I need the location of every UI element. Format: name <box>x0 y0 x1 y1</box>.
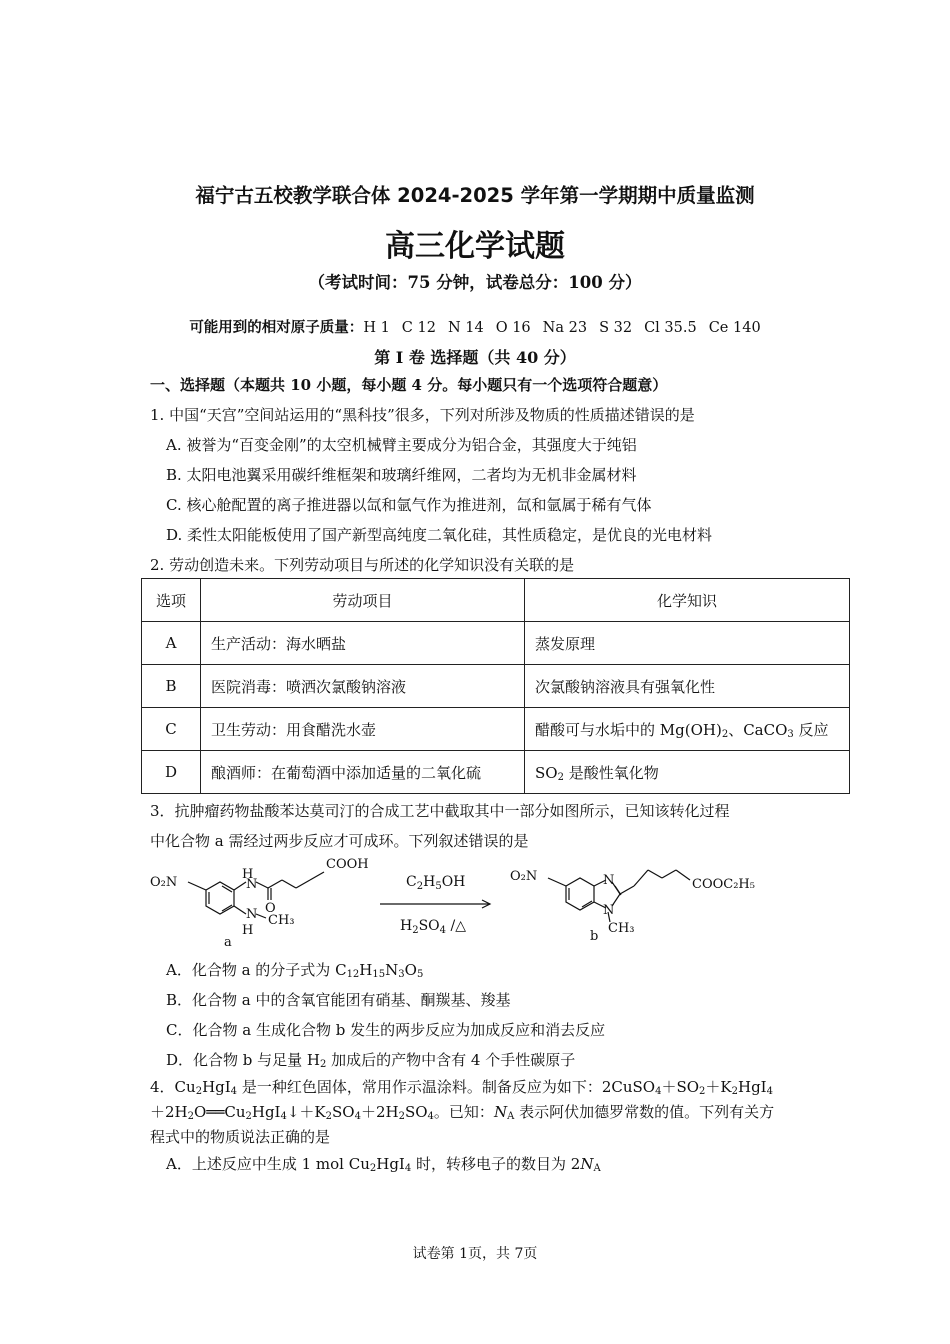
subscript: 4 <box>354 1111 361 1122</box>
compound-b-ch3: CH₃ <box>608 921 635 936</box>
subscript: 2 <box>320 1059 327 1070</box>
option-text: HgI <box>376 1155 405 1173</box>
question-4-line2 <box>150 1101 774 1122</box>
compound-a-no2: O₂N <box>150 875 178 890</box>
subscript: 4 <box>655 1086 662 1097</box>
table-cell-labor: 生产活动：海水晒盐 <box>201 622 525 665</box>
q4-text: HgI <box>202 1078 231 1096</box>
compound-b-ring <box>566 878 594 910</box>
atomic-masses-label: 可能用到的相对原子质量： <box>189 319 364 336</box>
knowledge-text: 反应 <box>793 720 829 739</box>
compound-a-bond <box>234 906 246 914</box>
q4-text: ＋SO <box>661 1078 700 1096</box>
compound-a-bond <box>282 880 296 888</box>
table-cell-labor: 酿酒师：在葡萄酒中添加适量的二氧化硫 <box>201 751 525 794</box>
option-text: N <box>580 1155 594 1173</box>
compound-b-bond <box>620 886 634 894</box>
compound-a-ring <box>206 882 234 914</box>
subscript: 2 <box>325 1111 333 1122</box>
compound-b-bond <box>648 870 662 878</box>
q4-text: O══Cu <box>194 1103 246 1121</box>
question-4-option-a <box>166 1153 601 1174</box>
option-text: 时，转移电子的数目为 2 <box>411 1155 581 1173</box>
section-title: 一、选择题（本题共 10 小题，每小题 4 分。每小题只有一个选项符合题意） <box>150 376 668 394</box>
subscript: 2 <box>245 1111 252 1122</box>
q4-text: HgI <box>251 1103 281 1121</box>
q4-text: 表示阿伏加德罗常数的值。下列有关方 <box>514 1103 775 1121</box>
table-header: 化学知识 <box>525 579 850 622</box>
atomic-masses <box>0 316 950 337</box>
subscript: 4 <box>280 1111 287 1122</box>
subscript: 2 <box>699 1086 706 1097</box>
compound-b-ester: COOC₂H₅ <box>692 877 755 892</box>
page-footer: 试卷第 1页，共 7页 <box>412 1246 538 1262</box>
question-1-option-b: B. 太阳电池翼采用碳纤维框架和玻璃纤维网，二者均为无机非金属材料 <box>166 466 637 484</box>
reaction-scheme <box>148 852 808 948</box>
question-3-stem-line1: 3．抗肿瘤药物盐酸苯达莫司汀的合成工艺中截取其中一部分如图所示，已知该转化过程 <box>150 802 730 820</box>
subscript: A <box>507 1111 515 1122</box>
subscript: 4 <box>766 1086 773 1097</box>
reagent-sulfuric-acid: $H_2SO_4$ /△ <box>400 918 466 936</box>
compound-a-bond <box>310 872 324 880</box>
q4-text: ＋2H <box>360 1103 399 1121</box>
compound-a-n-methyl: N <box>246 907 258 922</box>
compound-a-h-bottom: H <box>242 923 254 938</box>
option-text: A．化合物 a 的分子式为 C <box>166 961 347 979</box>
subscript: 4 <box>230 1086 238 1097</box>
q4-text: ↓＋K <box>286 1103 326 1121</box>
compound-a-h-top: H <box>242 867 254 882</box>
compound-a-oxygen: O <box>265 901 276 916</box>
subscript: 15 <box>372 969 386 980</box>
table-header-row <box>142 579 850 622</box>
q4-text: N <box>493 1103 508 1121</box>
table-cell-option: C <box>142 708 201 751</box>
subscript: 2 <box>721 728 729 740</box>
compound-b-bond <box>662 870 676 878</box>
mass-item: N 14 <box>447 320 484 336</box>
compound-a-label: a <box>224 935 232 948</box>
table-header: 劳动项目 <box>201 579 525 622</box>
subscript: A <box>593 1163 601 1174</box>
question-4-line1 <box>150 1076 773 1097</box>
compound-a-n-top: N <box>246 877 258 892</box>
question-3-stem-line2: 中化合物 a 需经过两步反应才可成环。下列叙述错误的是 <box>150 832 529 850</box>
subscript: 2 <box>557 771 564 783</box>
mass-item: H 1 <box>363 320 390 336</box>
subscript: 3 <box>398 969 405 980</box>
subscript: 2 <box>731 1086 738 1097</box>
question-1-stem: 1. 中国“天宫”空间站运用的“黑科技”很多，下列对所涉及物质的性质描述错误的是 <box>150 406 695 424</box>
table-cell-option: D <box>142 751 201 794</box>
question-3-option-a <box>166 959 423 980</box>
compound-a-bond <box>188 882 206 890</box>
compound-b-structure <box>548 870 690 922</box>
subscript: 4 <box>427 1111 434 1122</box>
exam-header-title: 福宁古五校教学联合体 2024-2025 学年第一学期期中质量监测 <box>195 184 755 207</box>
option-text: 加成后的产物中含有 4 个手性碳原子 <box>326 1051 576 1069</box>
option-text: N <box>385 961 399 979</box>
q4-text: 4．Cu <box>150 1078 196 1096</box>
compound-a-bond <box>234 882 246 890</box>
q4-text: 。已知： <box>433 1103 494 1121</box>
part-title: 第 I 卷 选择题（共 40 分） <box>374 348 576 367</box>
mass-item: O 16 <box>495 320 531 336</box>
question-1-option-a: A. 被誉为“百变金刚”的太空机械臂主要成分为铝合金，其强度大于纯铝 <box>166 436 637 454</box>
knowledge-text: SO <box>535 763 558 782</box>
mass-item: C 12 <box>401 320 436 336</box>
compound-b-label: b <box>590 929 599 944</box>
compound-a-bond <box>256 882 268 888</box>
table-cell-knowledge <box>525 708 850 751</box>
question-4-line3: 程式中的物质说法正确的是 <box>150 1128 331 1146</box>
compound-a-cooh: COOH <box>326 857 369 872</box>
q4-text: HgI <box>738 1078 767 1096</box>
table-row <box>142 622 850 665</box>
compound-b-bond <box>548 878 566 886</box>
option-text: D．化合物 b 与足量 H <box>166 1051 321 1069</box>
exam-subject-title: 高三化学试题 <box>385 229 565 264</box>
compound-b-no2: O₂N <box>510 869 538 884</box>
question-3-option-b: B．化合物 a 中的含氧官能团有硝基、酮羰基、羧基 <box>166 991 511 1009</box>
table-cell-knowledge: 蒸发原理 <box>525 622 850 665</box>
mass-item: Ce 140 <box>708 320 761 336</box>
compound-b-n1: N <box>603 873 615 888</box>
knowledge-text: 是酸性氧化物 <box>563 763 659 782</box>
q4-text: 是一种红色固体，常用作示温涂料。制备反应为如下：2CuSO <box>237 1078 656 1096</box>
compound-a-double-bond <box>222 886 232 892</box>
question-2-table <box>141 578 850 794</box>
q4-text: ＋2H <box>150 1103 188 1121</box>
table-row <box>142 751 850 794</box>
mass-item: Na 23 <box>542 320 588 336</box>
subscript: 12 <box>346 969 360 980</box>
compound-a-bond <box>268 880 282 888</box>
table-cell-option: A <box>142 622 201 665</box>
q4-text: SO <box>404 1103 428 1121</box>
table-cell-knowledge <box>525 751 850 794</box>
question-3-option-c: C．化合物 a 生成化合物 b 发生的两步反应为加成反应和消去反应 <box>166 1021 606 1039</box>
option-text: O <box>404 961 417 979</box>
table-cell-option: B <box>142 665 201 708</box>
table-row <box>142 665 850 708</box>
compound-b-bond <box>634 870 648 886</box>
table-cell-knowledge: 次氯酸钠溶液具有强氧化性 <box>525 665 850 708</box>
table-cell-labor: 医院消毒：喷洒次氯酸钠溶液 <box>201 665 525 708</box>
option-text: H <box>359 961 373 979</box>
subscript: 5 <box>416 969 424 980</box>
question-1-option-d: D. 柔性太阳能板使用了国产新型高纯度二氧化硅，其性质稳定，是优良的光电材料 <box>166 526 713 544</box>
subscript: 2 <box>369 1163 377 1174</box>
question-1-option-c: C. 核心舱配置的离子推进器以氙和氩气作为推进剂，氙和氩属于稀有气体 <box>166 496 652 514</box>
subscript: 2 <box>398 1111 405 1122</box>
compound-a-ch3: CH₃ <box>268 913 295 928</box>
subscript: 3 <box>787 728 794 740</box>
compound-b-n2: N <box>603 903 615 918</box>
exam-info: （考试时间：75 分钟，试卷总分：100 分） <box>308 273 642 292</box>
subscript: 2 <box>195 1086 203 1097</box>
q4-text: ＋K <box>705 1078 732 1096</box>
table-header: 选项 <box>142 579 201 622</box>
mass-item: S 32 <box>599 320 633 336</box>
subscript: 2 <box>187 1111 194 1122</box>
reagent-ethanol: $C_2H_5OH$ <box>406 874 466 892</box>
option-text: A．上述反应中生成 1 mol Cu <box>166 1155 370 1173</box>
knowledge-text: 醋酸可与水垢中的 Mg(OH) <box>535 720 722 739</box>
knowledge-text: 、CaCO <box>728 720 788 739</box>
compound-b-bond <box>676 870 690 880</box>
table-cell-labor: 卫生劳动：用食醋洗水壶 <box>201 708 525 751</box>
q4-text: SO <box>332 1103 355 1121</box>
table-row <box>142 708 850 751</box>
subscript: 4 <box>404 1163 412 1174</box>
compound-a-bond <box>296 880 310 888</box>
question-3-option-d <box>166 1049 575 1070</box>
mass-item: Cl 35.5 <box>644 320 697 336</box>
question-2-stem: 2. 劳动创造未来。下列劳动项目与所述的化学知识没有关联的是 <box>150 556 575 574</box>
